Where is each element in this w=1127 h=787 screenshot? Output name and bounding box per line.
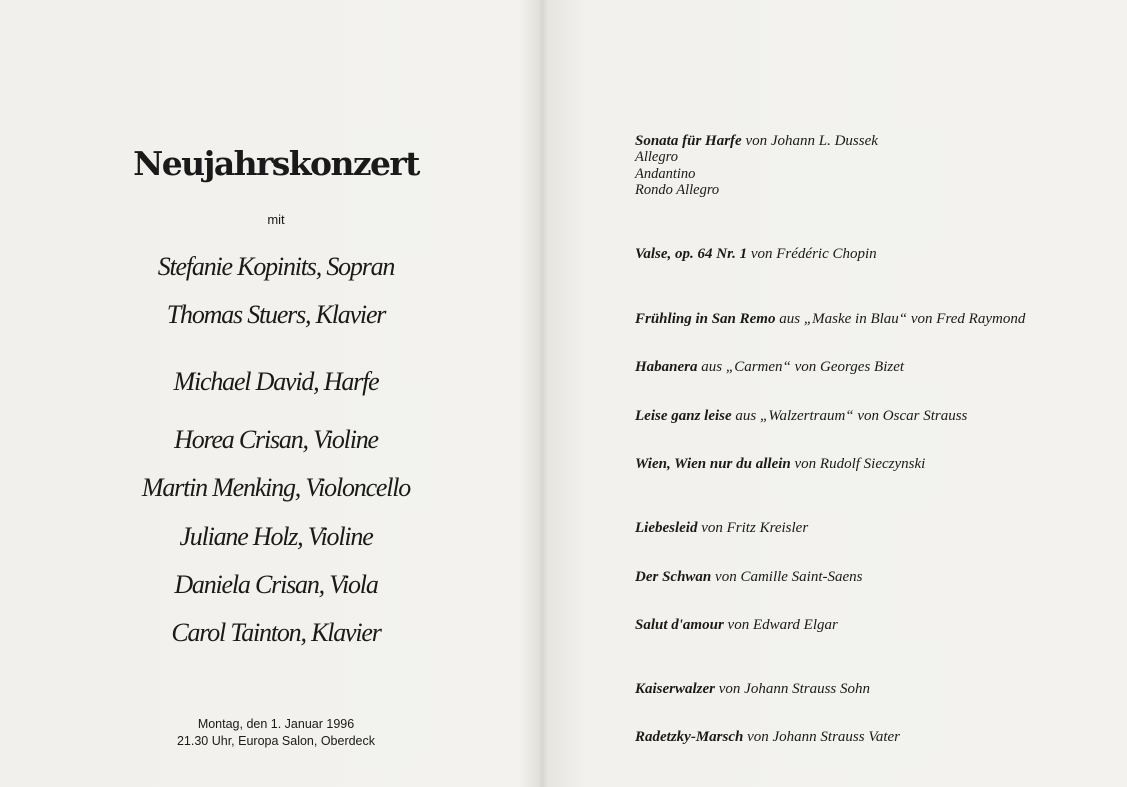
piece-title: Frühling in San Remo (635, 311, 776, 327)
left-page (0, 0, 540, 787)
piece-title: Radetzky-Marsch (635, 729, 744, 745)
performer-7: Daniela Crisan, Viola (174, 570, 378, 599)
piece-credit: aus „Carmen“ von Georges Bizet (697, 359, 905, 375)
program-item (635, 681, 870, 698)
performer-2: Thomas Stuers, Klavier (166, 300, 386, 329)
right-page (545, 0, 1127, 787)
mit-label: mit (267, 212, 285, 227)
piece-title: Valse, op. 64 Nr. 1 (635, 246, 748, 262)
event-datetime (0, 716, 552, 750)
piece-credit: von Frédéric Chopin (747, 246, 877, 262)
piece-credit: von Johann L. Dussek (741, 133, 878, 149)
performer-3: Michael David, Harfe (173, 367, 379, 396)
piece-title: Leise ganz leise (635, 408, 732, 424)
movement-item: Allegro (635, 149, 678, 165)
program-item (635, 359, 904, 376)
piece-credit: von Fritz Kreisler (697, 520, 809, 536)
movement-item: Andantino (635, 165, 696, 182)
performer-4: Horea Crisan, Violine (174, 425, 378, 454)
performer-6: Juliane Holz, Violine (179, 522, 373, 551)
piece-credit: von Rudolf Sieczynski (790, 456, 926, 472)
event-date: Montag, den 1. Januar 1996 (197, 717, 355, 731)
performer-1: Stefanie Kopinits, Sopran (157, 252, 395, 281)
program-item (635, 569, 863, 586)
program-item (635, 456, 925, 473)
piece-credit: aus „Walzertraum“ von Oscar Strauss (731, 408, 968, 424)
program-item (635, 408, 967, 425)
program-item (635, 311, 1025, 328)
program-item (635, 133, 878, 150)
performer-8: Carol Tainton, Klavier (171, 618, 381, 647)
concert-title: Neujahrskonzert (133, 144, 419, 183)
piece-title: Kaiserwalzer (635, 681, 716, 697)
program-item (635, 246, 877, 263)
program-item (635, 617, 838, 634)
performer-5: Martin Menking, Violoncello (141, 473, 411, 502)
program-item (635, 729, 900, 746)
piece-title: Der Schwan (635, 569, 712, 585)
piece-credit: von Edward Elgar (723, 617, 838, 633)
piece-title: Salut d'amour (635, 617, 724, 633)
movement-item: Rondo Allegro (635, 182, 720, 198)
piece-credit: von Johann Strauss Vater (743, 729, 901, 745)
piece-title: Wien, Wien nur du allein (635, 456, 791, 472)
program-item (635, 520, 808, 537)
piece-title: Habanera (635, 359, 698, 375)
event-time-place: 21.30 Uhr, Europa Salon, Oberdeck (176, 734, 376, 748)
piece-title: Sonata für Harfe (635, 133, 742, 149)
piece-credit: von Johann Strauss Sohn (715, 681, 871, 697)
piece-credit: aus „Maske in Blau“ von Fred Raymond (775, 311, 1026, 327)
piece-credit: von Camille Saint-Saens (711, 569, 863, 585)
piece-title: Liebesleid (635, 520, 698, 536)
sonata-movements (635, 149, 719, 199)
